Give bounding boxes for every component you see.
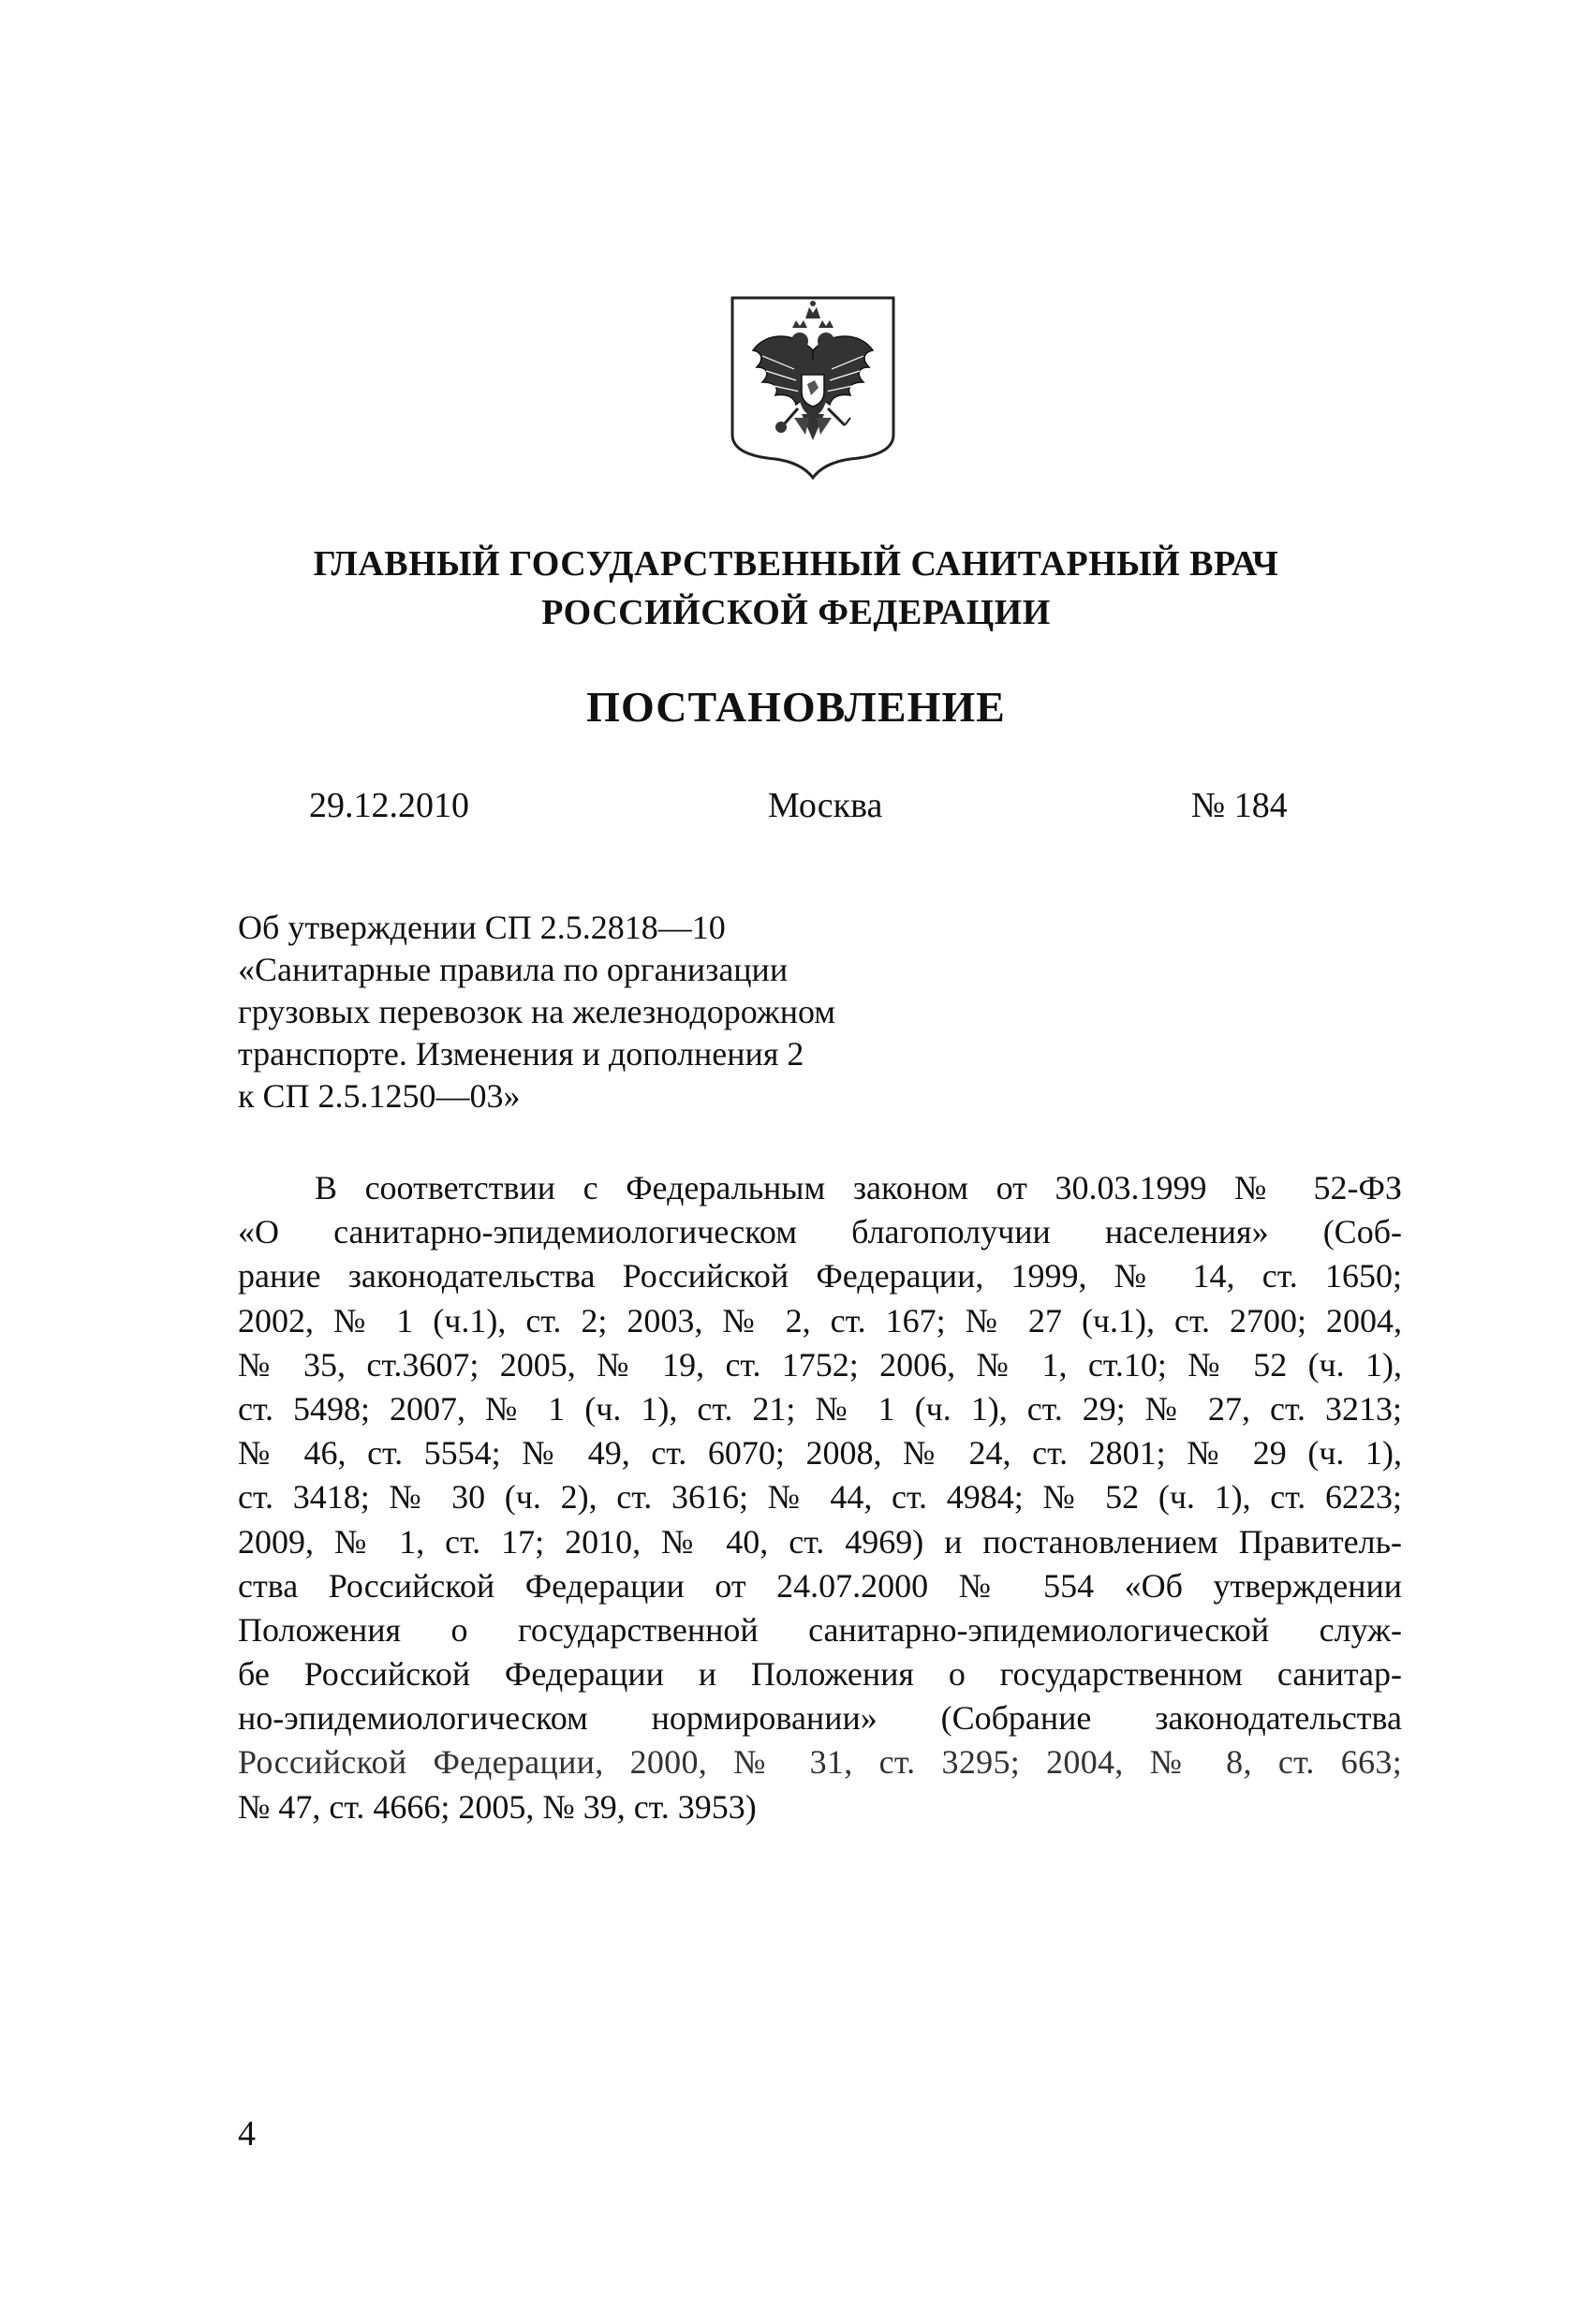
body-line: 2009, № 1, ст. 17; 2010, № 40, ст. 4969) и постановлением Правитель- bbox=[238, 1522, 1402, 1561]
document-date: 29.12.2010 bbox=[309, 786, 469, 825]
page-number: 4 bbox=[238, 2114, 256, 2154]
document-meta bbox=[0, 785, 1593, 832]
body-line: рание законодательства Российской Федерации, 1999, № 14, ст. 1650; bbox=[238, 1257, 1402, 1295]
body-paragraph bbox=[238, 1166, 1402, 1829]
subject-line: к СП 2.5.1250—03» bbox=[238, 1077, 521, 1115]
body-line: № 47, ст. 4666; 2005, № 39, ст. 3953) bbox=[238, 1787, 757, 1826]
document-number: № 184 bbox=[1191, 786, 1288, 825]
subject-line: Об утверждении СП 2.5.2818—10 bbox=[238, 909, 726, 946]
subject-line: транспорте. Изменения и дополнения 2 bbox=[238, 1035, 804, 1073]
body-line: В соответствии с Федеральным законом от 30.03.1999 № 52-ФЗ bbox=[315, 1169, 1402, 1206]
body-line: Российской Федерации, 2000, № 31, ст. 3295; 2004, № 8, ст. 663; bbox=[238, 1743, 1402, 1782]
coat-of-arms-icon bbox=[729, 294, 897, 481]
subject-line: «Санитарные правила по организации bbox=[238, 951, 789, 988]
body-line: 2002, № 1 (ч.1), ст. 2; 2003, № 2, ст. 167; № 27 (ч.1), ст. 2700; 2004, bbox=[238, 1301, 1402, 1340]
authority-line-2: РОССИЙСКОЙ ФЕДЕРАЦИИ bbox=[541, 593, 1051, 632]
issuing-authority bbox=[234, 540, 1358, 637]
document-type-title: ПОСТАНОВЛЕНИЕ bbox=[586, 683, 1006, 731]
document-subject bbox=[238, 907, 1081, 1118]
body-line: но-эпидемиологическом нормировании» (Собрание законодательства bbox=[238, 1699, 1402, 1738]
body-line: «О санитарно-эпидемиологическом благополучии населения» (Соб- bbox=[238, 1213, 1402, 1251]
body-line: № 35, ст.3607; 2005, № 19, ст. 1752; 2006, № 1, ст.10; № 52 (ч. 1), bbox=[238, 1345, 1402, 1384]
body-line: ст. 3418; № 30 (ч. 2), ст. 3616; № 44, ст. 4984; № 52 (ч. 1), ст. 6223; bbox=[238, 1478, 1402, 1517]
body-line: № 46, ст. 5554; № 49, ст. 6070; 2008, № 24, ст. 2801; № 29 (ч. 1), bbox=[238, 1434, 1402, 1473]
body-line: бе Российской Федерации и Положения о государственном санитар- bbox=[238, 1655, 1402, 1694]
document-city: Москва bbox=[768, 786, 883, 825]
body-line: ст. 5498; 2007, № 1 (ч. 1), ст. 21; № 1 (ч. 1), ст. 29; № 27, ст. 3213; bbox=[238, 1389, 1402, 1428]
subject-line: грузовых перевозок на железнодорожном bbox=[238, 993, 836, 1030]
body-line: ства Российской Федерации от 24.07.2000 № 554 «Об утверждении bbox=[238, 1566, 1402, 1605]
authority-line-1: ГЛАВНЫЙ ГОСУДАРСТВЕННЫЙ САНИТАРНЫЙ ВРАЧ bbox=[313, 544, 1279, 584]
body-line: Положения о государственной санитарно-эпидемиологической служ- bbox=[238, 1610, 1402, 1649]
